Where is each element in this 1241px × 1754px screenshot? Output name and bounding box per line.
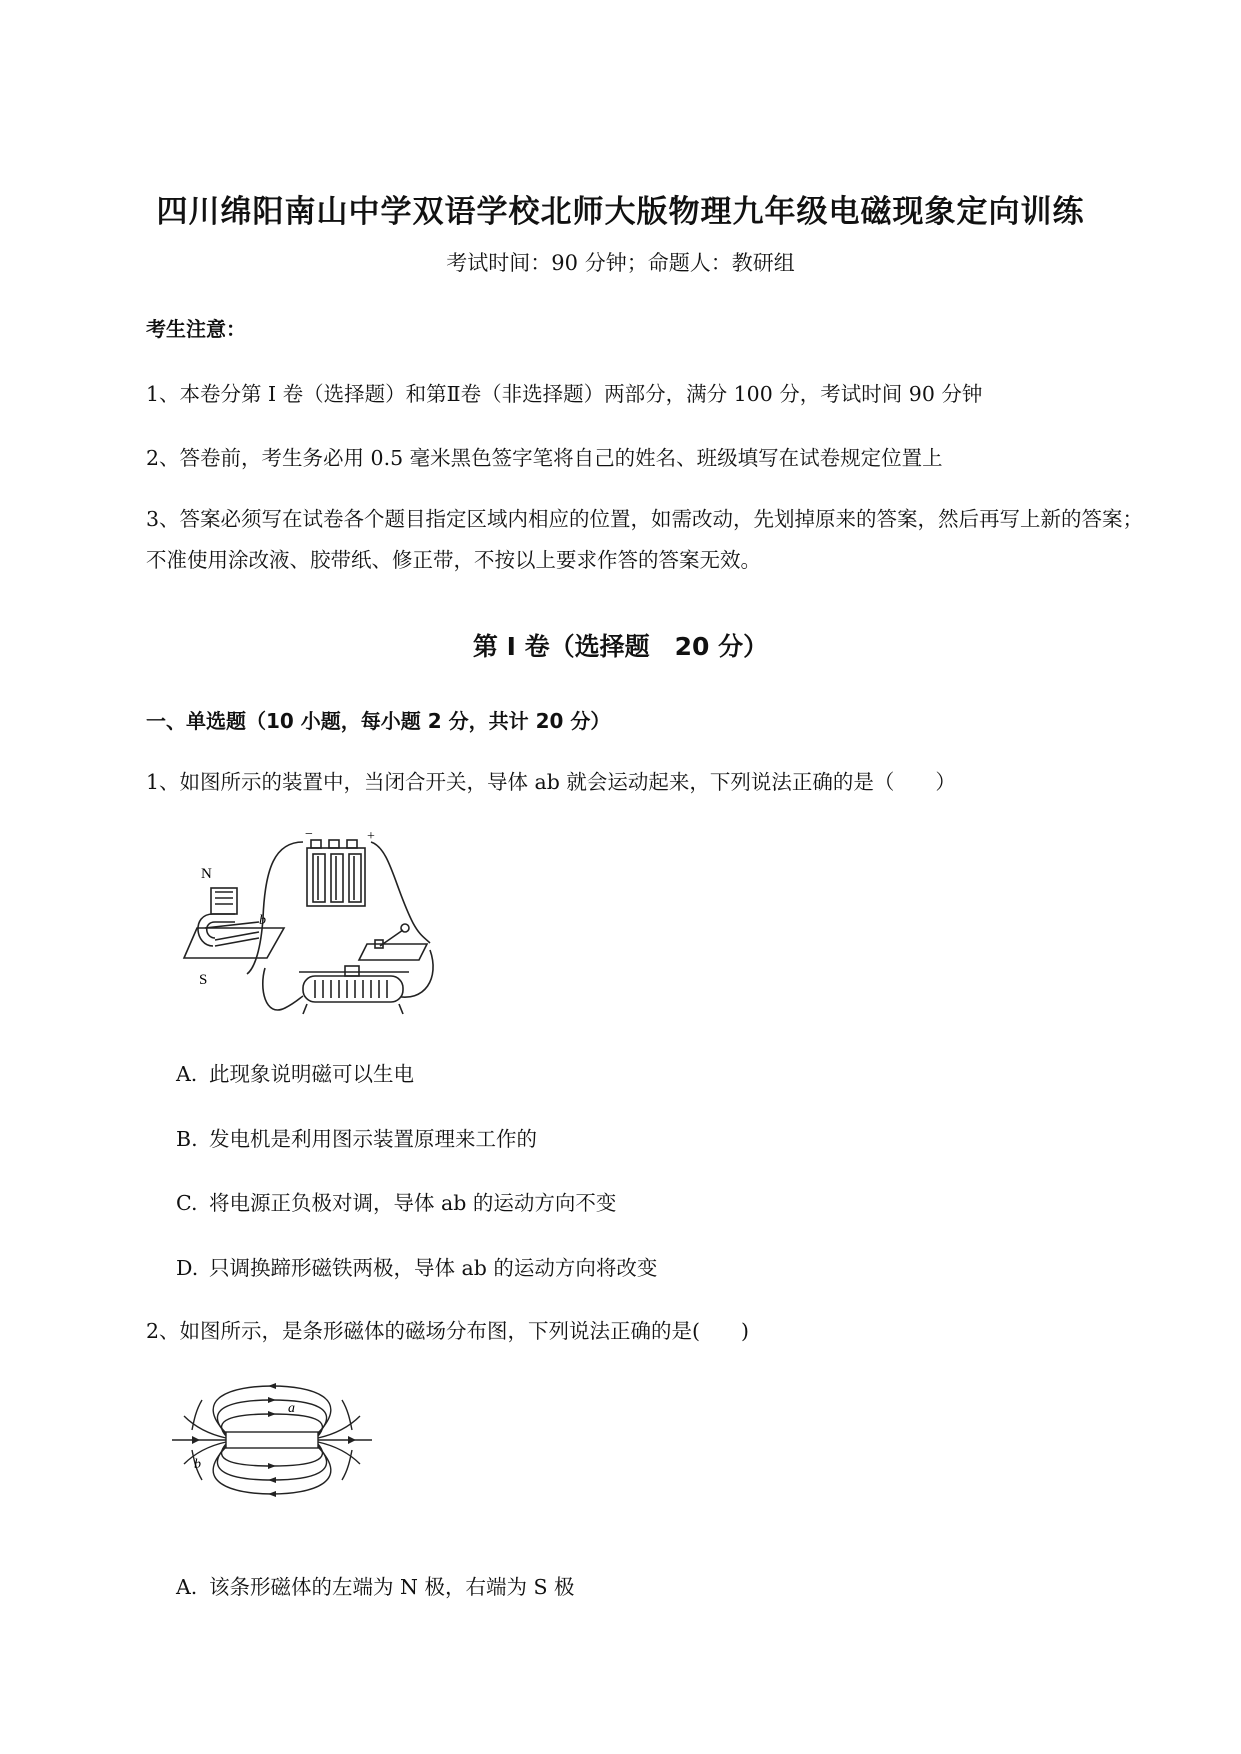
question-1-stem: 1、如图所示的装置中，当闭合开关，导体 ab 就会运动起来，下列说法正确的是（ ） <box>146 770 956 794</box>
exam-info: 考试时间：90 分钟；命题人：教研组 <box>446 251 795 275</box>
motor-apparatus-figure <box>175 828 465 1018</box>
notice-heading: 考生注意： <box>146 317 246 341</box>
notice-item-1: 1、本卷分第 I 卷（选择题）和第Ⅱ卷（非选择题）两部分，满分 100 分，考试时间 90 分钟 <box>146 382 983 406</box>
option-text: 只调换蹄形磁铁两极，导体 ab 的运动方向将改变 <box>209 1256 658 1280</box>
question-2-option-a[interactable] <box>176 1570 575 1600</box>
label-north: N <box>201 866 212 882</box>
option-text: 该条形磁体的左端为 N 极，右端为 S 极 <box>209 1575 575 1599</box>
question-1-option-d[interactable] <box>176 1251 657 1281</box>
notice-item-2: 2、答卷前，考生务必用 0.5 毫米黑色签字笔将自己的姓名、班级填写在试卷规定位置上 <box>146 446 943 470</box>
option-letter: A. <box>176 1575 198 1599</box>
notice-item-3: 3、答案必须写在试卷各个题目指定区域内相应的位置，如需改动，先划掉原来的答案，然后再写上新的答案；不准使用涂改液、胶带纸、修正带，不按以上要求作答的答案无效。 <box>146 507 1144 572</box>
question-1-option-c[interactable] <box>176 1186 616 1216</box>
option-letter: A. <box>176 1062 198 1086</box>
option-text: 将电源正负极对调，导体 ab 的运动方向不变 <box>209 1191 617 1215</box>
option-letter: C. <box>176 1191 198 1215</box>
label-a: a <box>288 1401 295 1416</box>
question-1-option-b[interactable] <box>176 1122 537 1152</box>
section-title: 第 I 卷（选择题 20 分） <box>472 632 769 661</box>
part-title: 一、单选题（10 小题，每小题 2 分，共计 20 分） <box>146 709 611 733</box>
option-letter: B. <box>176 1127 198 1151</box>
option-text: 发电机是利用图示装置原理来工作的 <box>209 1127 537 1151</box>
label-plus: + <box>367 829 375 844</box>
page-title: 四川绵阳南山中学双语学校北师大版物理九年级电磁现象定向训练 <box>156 194 1085 230</box>
option-text: 此现象说明磁可以生电 <box>209 1062 414 1086</box>
option-letter: D. <box>176 1256 199 1280</box>
question-2-stem: 2、如图所示，是条形磁体的磁场分布图，下列说法正确的是( ) <box>146 1319 750 1343</box>
label-b: b <box>259 913 266 928</box>
label-south: S <box>199 972 208 988</box>
bar-magnet-field-figure <box>172 1380 372 1500</box>
label-minus: − <box>305 828 313 842</box>
label-b: b <box>194 1457 201 1472</box>
question-1-option-a[interactable] <box>176 1057 414 1087</box>
